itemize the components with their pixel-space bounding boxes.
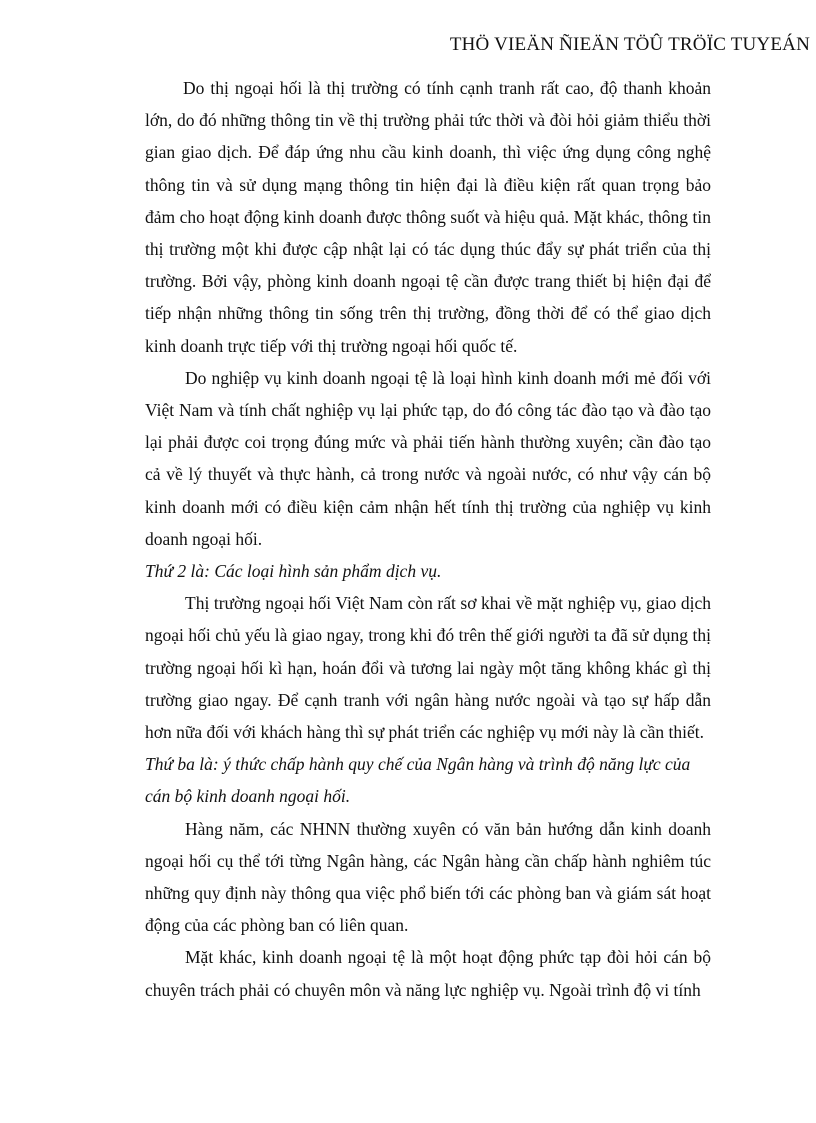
section-heading-2: Thứ 2 là: Các loại hình sản phẩm dịch vụ. <box>145 561 442 582</box>
section-heading-3: Thứ ba là: ý thức chấp hành quy chế của Ngân hàng và trình độ năng lực của cán bộ kinh doanh ngoại hối. <box>145 754 691 807</box>
paragraph-2: Do nghiệp vụ kinh doanh ngoại tệ là loại hình kinh doanh mới mẻ đối với Việt Nam và tính chất nghiệp vụ lại phức tạp, do đó công tác đào tạo và đào tạo lại phải được coi trọng đúng mức và phải tiến hành thường xuyên; cần đào tạo cả về lý thuyết và thực hành, cả trong nước và ngoài nước, có như vậy cán bộ kinh doanh mới có điều kiện cảm nhận hết tính thị trường của nghiệp vụ kinh doanh ngoại hối. <box>145 367 711 549</box>
document-body <box>145 72 711 1006</box>
paragraph-4: Hàng năm, các NHNN thường xuyên có văn bản hướng dẫn kinh doanh ngoại hối cụ thể tới từng Ngân hàng, các Ngân hàng cần chấp hành nghiêm túc những quy định này thông qua việc phổ biến tới các phòng ban và giám sát hoạt động của các phòng ban có liên quan. <box>145 818 711 936</box>
page-header: THÖ VIEÄN ÑIEÄN TÖÛ TRÖÏC TUYEÁN <box>449 34 810 55</box>
paragraph-5: Mặt khác, kinh doanh ngoại tệ là một hoạt động phức tạp đòi hỏi cán bộ chuyên trách phải có chuyên môn và năng lực nghiệp vụ. Ngoài trình độ vi tính <box>145 947 711 1000</box>
paragraph-1: Do thị ngoại hối là thị trường có tính cạnh tranh rất cao, độ thanh khoản lớn, do đó những thông tin về thị trường phải tức thời và đòi hỏi giảm thiểu thời gian giao dịch. Để đáp ứng nhu cầu kinh doanh, thì việc ứng dụng công nghệ thông tin và sử dụng mạng thông tin hiện đại là điều kiện rất quan trọng bảo đảm cho hoạt động kinh doanh được thông suốt và hiệu quả. Mặt khác, thông tin thị trường một khi được cập nhật lại có tác dụng thúc đẩy sự phát triển của thị trường. Bởi vậy, phòng kinh doanh ngoại tệ cần được trang thiết bị hiện đại để tiếp nhận những thông tin sống trên thị trường, đồng thời để có thể giao dịch kinh doanh trực tiếp với thị trường ngoại hối quốc tế. <box>145 78 711 356</box>
paragraph-3: Thị trường ngoại hối Việt Nam còn rất sơ khai về mặt nghiệp vụ, giao dịch ngoại hối chủ yếu là giao ngay, trong khi đó trên thế giới người ta đã sử dụng thị trường ngoại hối kì hạn, hoán đổi và tương lai ngày một tăng không khác gì thị trường giao ngay. Để cạnh tranh với ngân hàng nước ngoài và tạo sự hấp dẫn hơn nữa đối với khách hàng thì sự phát triển các nghiệp vụ mới này là cần thiết. <box>145 593 711 743</box>
